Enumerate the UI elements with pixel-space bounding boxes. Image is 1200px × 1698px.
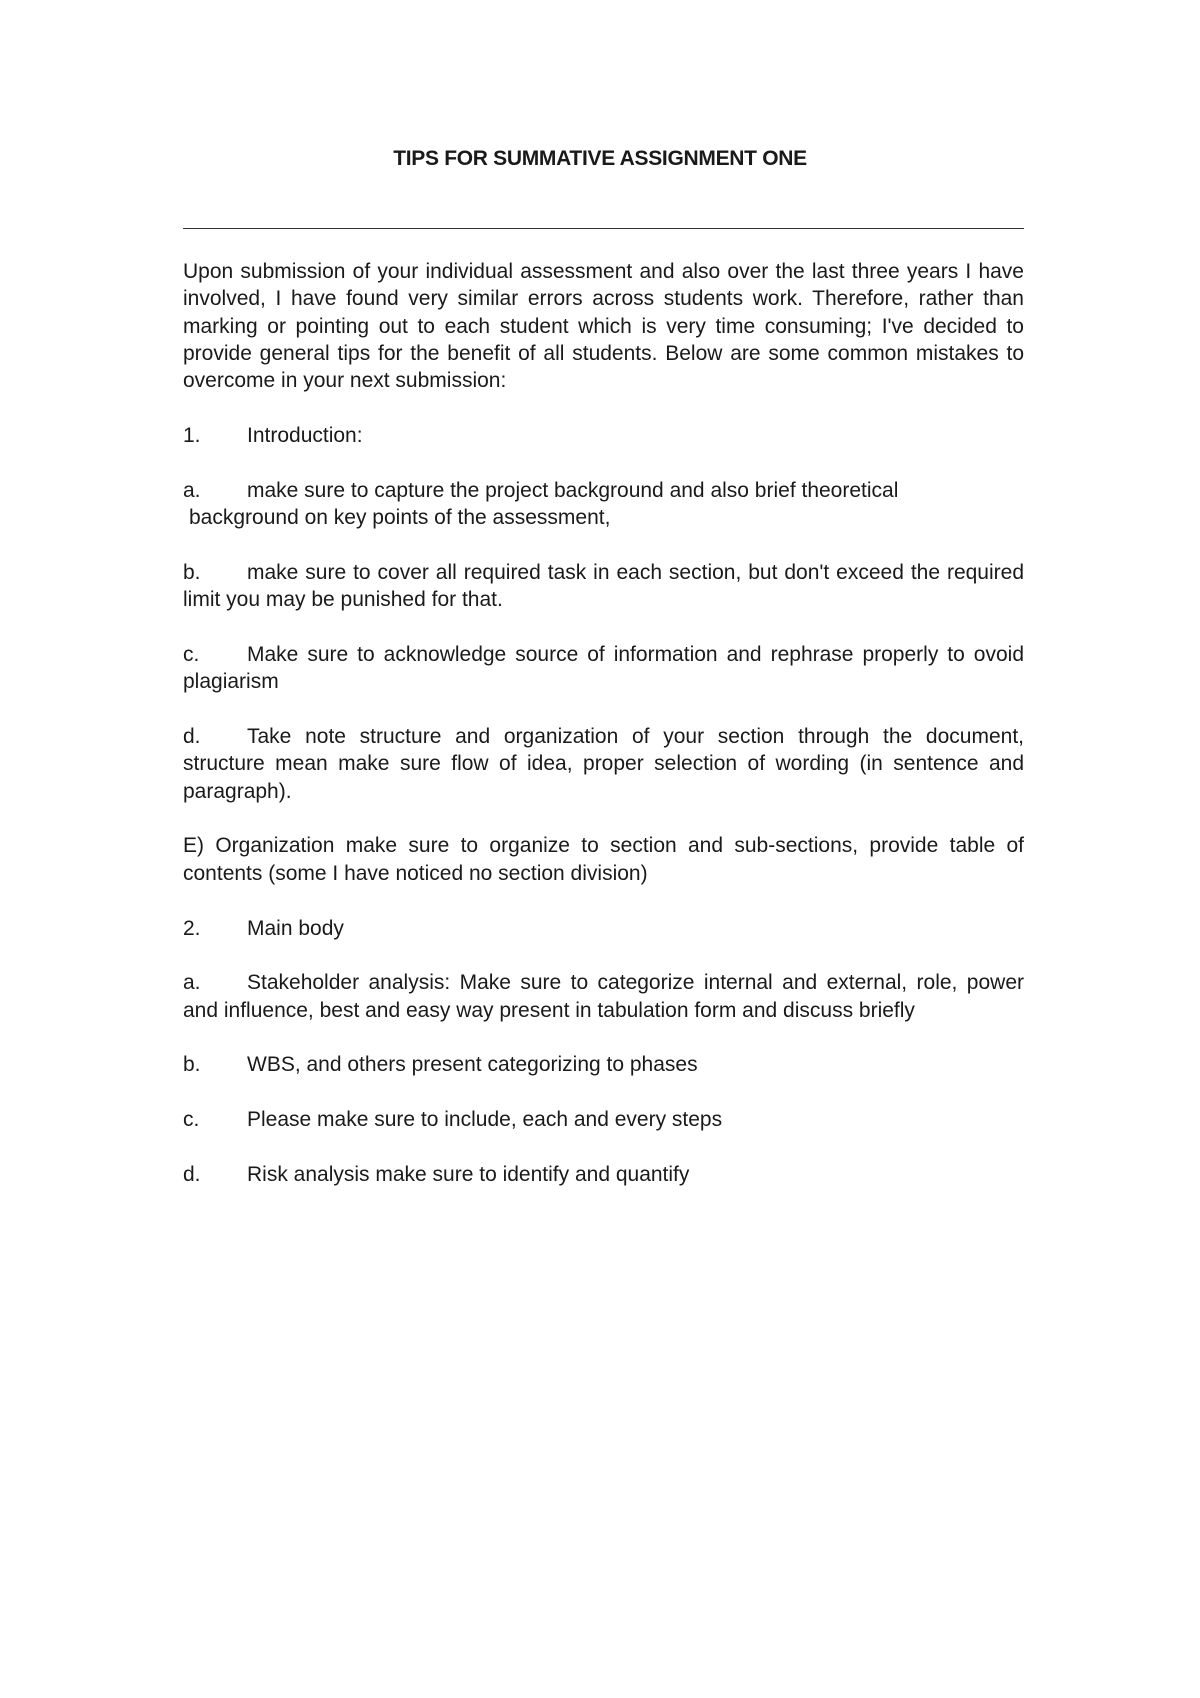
item-text-line2: background on key points of the assessment, bbox=[189, 506, 611, 530]
list-item bbox=[183, 723, 1024, 805]
item-text-line1: make sure to capture the project background and also brief theoretical bbox=[247, 478, 899, 502]
item-text: Take note structure and organization of your section through the document, structure mean make sure flow of idea, proper selection of wording (in sentence and paragraph). bbox=[183, 725, 1024, 803]
section-heading-introduction bbox=[183, 422, 1024, 449]
intro-paragraph: Upon submission of your individual assessment and also over the last three years I have involved, I have found very similar errors across students work. Therefore, rather than marking or pointing out to each student which is very time consuming; I've decided to provide general tips for the benefit of all students. Below are some common mistakes to overcome in your next submission: bbox=[183, 260, 1024, 393]
item-text: Risk analysis make sure to identify and quantify bbox=[247, 1163, 690, 1187]
list-item bbox=[183, 559, 1024, 614]
section-heading-main-body bbox=[183, 915, 1024, 942]
item-text: Please make sure to include, each and every steps bbox=[247, 1108, 723, 1132]
item-marker: b. bbox=[183, 560, 201, 584]
list-item bbox=[183, 641, 1024, 696]
item-marker: c. bbox=[183, 642, 200, 666]
item-marker: c. bbox=[183, 1108, 200, 1132]
item-marker: a. bbox=[183, 971, 201, 995]
item-text: make sure to cover all required task in each section, but don't exceed the required limit you may be punished for that. bbox=[183, 560, 1024, 612]
list-item bbox=[183, 477, 1024, 532]
section-heading-text: Main body bbox=[247, 916, 344, 940]
section-number: 2. bbox=[183, 916, 201, 940]
list-item bbox=[183, 1106, 1024, 1133]
item-marker: d. bbox=[183, 725, 201, 749]
item-text: Stakeholder analysis: Make sure to categorize internal and external, role, power and influence, best and easy way present in tabulation form and discuss briefly bbox=[183, 971, 1024, 1022]
item-marker: d. bbox=[183, 1163, 201, 1187]
list-item bbox=[183, 969, 1024, 1024]
list-item bbox=[183, 832, 1024, 887]
document-title: TIPS FOR SUMMATIVE ASSIGNMENT ONE bbox=[393, 147, 807, 170]
item-text: WBS, and others present categorizing to phases bbox=[247, 1053, 698, 1077]
list-item bbox=[183, 1161, 1024, 1188]
section-heading-text: Introduction: bbox=[247, 423, 363, 447]
item-marker: b. bbox=[183, 1053, 201, 1077]
item-text: Make sure to acknowledge source of information and rephrase properly to ovoid plagiarism bbox=[183, 642, 1024, 694]
item-marker: a. bbox=[183, 478, 201, 502]
item-text: E) Organization make sure to organize to section and sub-sections, provide table of contents (some I have noticed no section division) bbox=[183, 834, 1024, 885]
section-number: 1. bbox=[183, 423, 201, 447]
title-divider bbox=[183, 228, 1024, 229]
document-body bbox=[183, 258, 1024, 1216]
list-item bbox=[183, 1051, 1024, 1078]
